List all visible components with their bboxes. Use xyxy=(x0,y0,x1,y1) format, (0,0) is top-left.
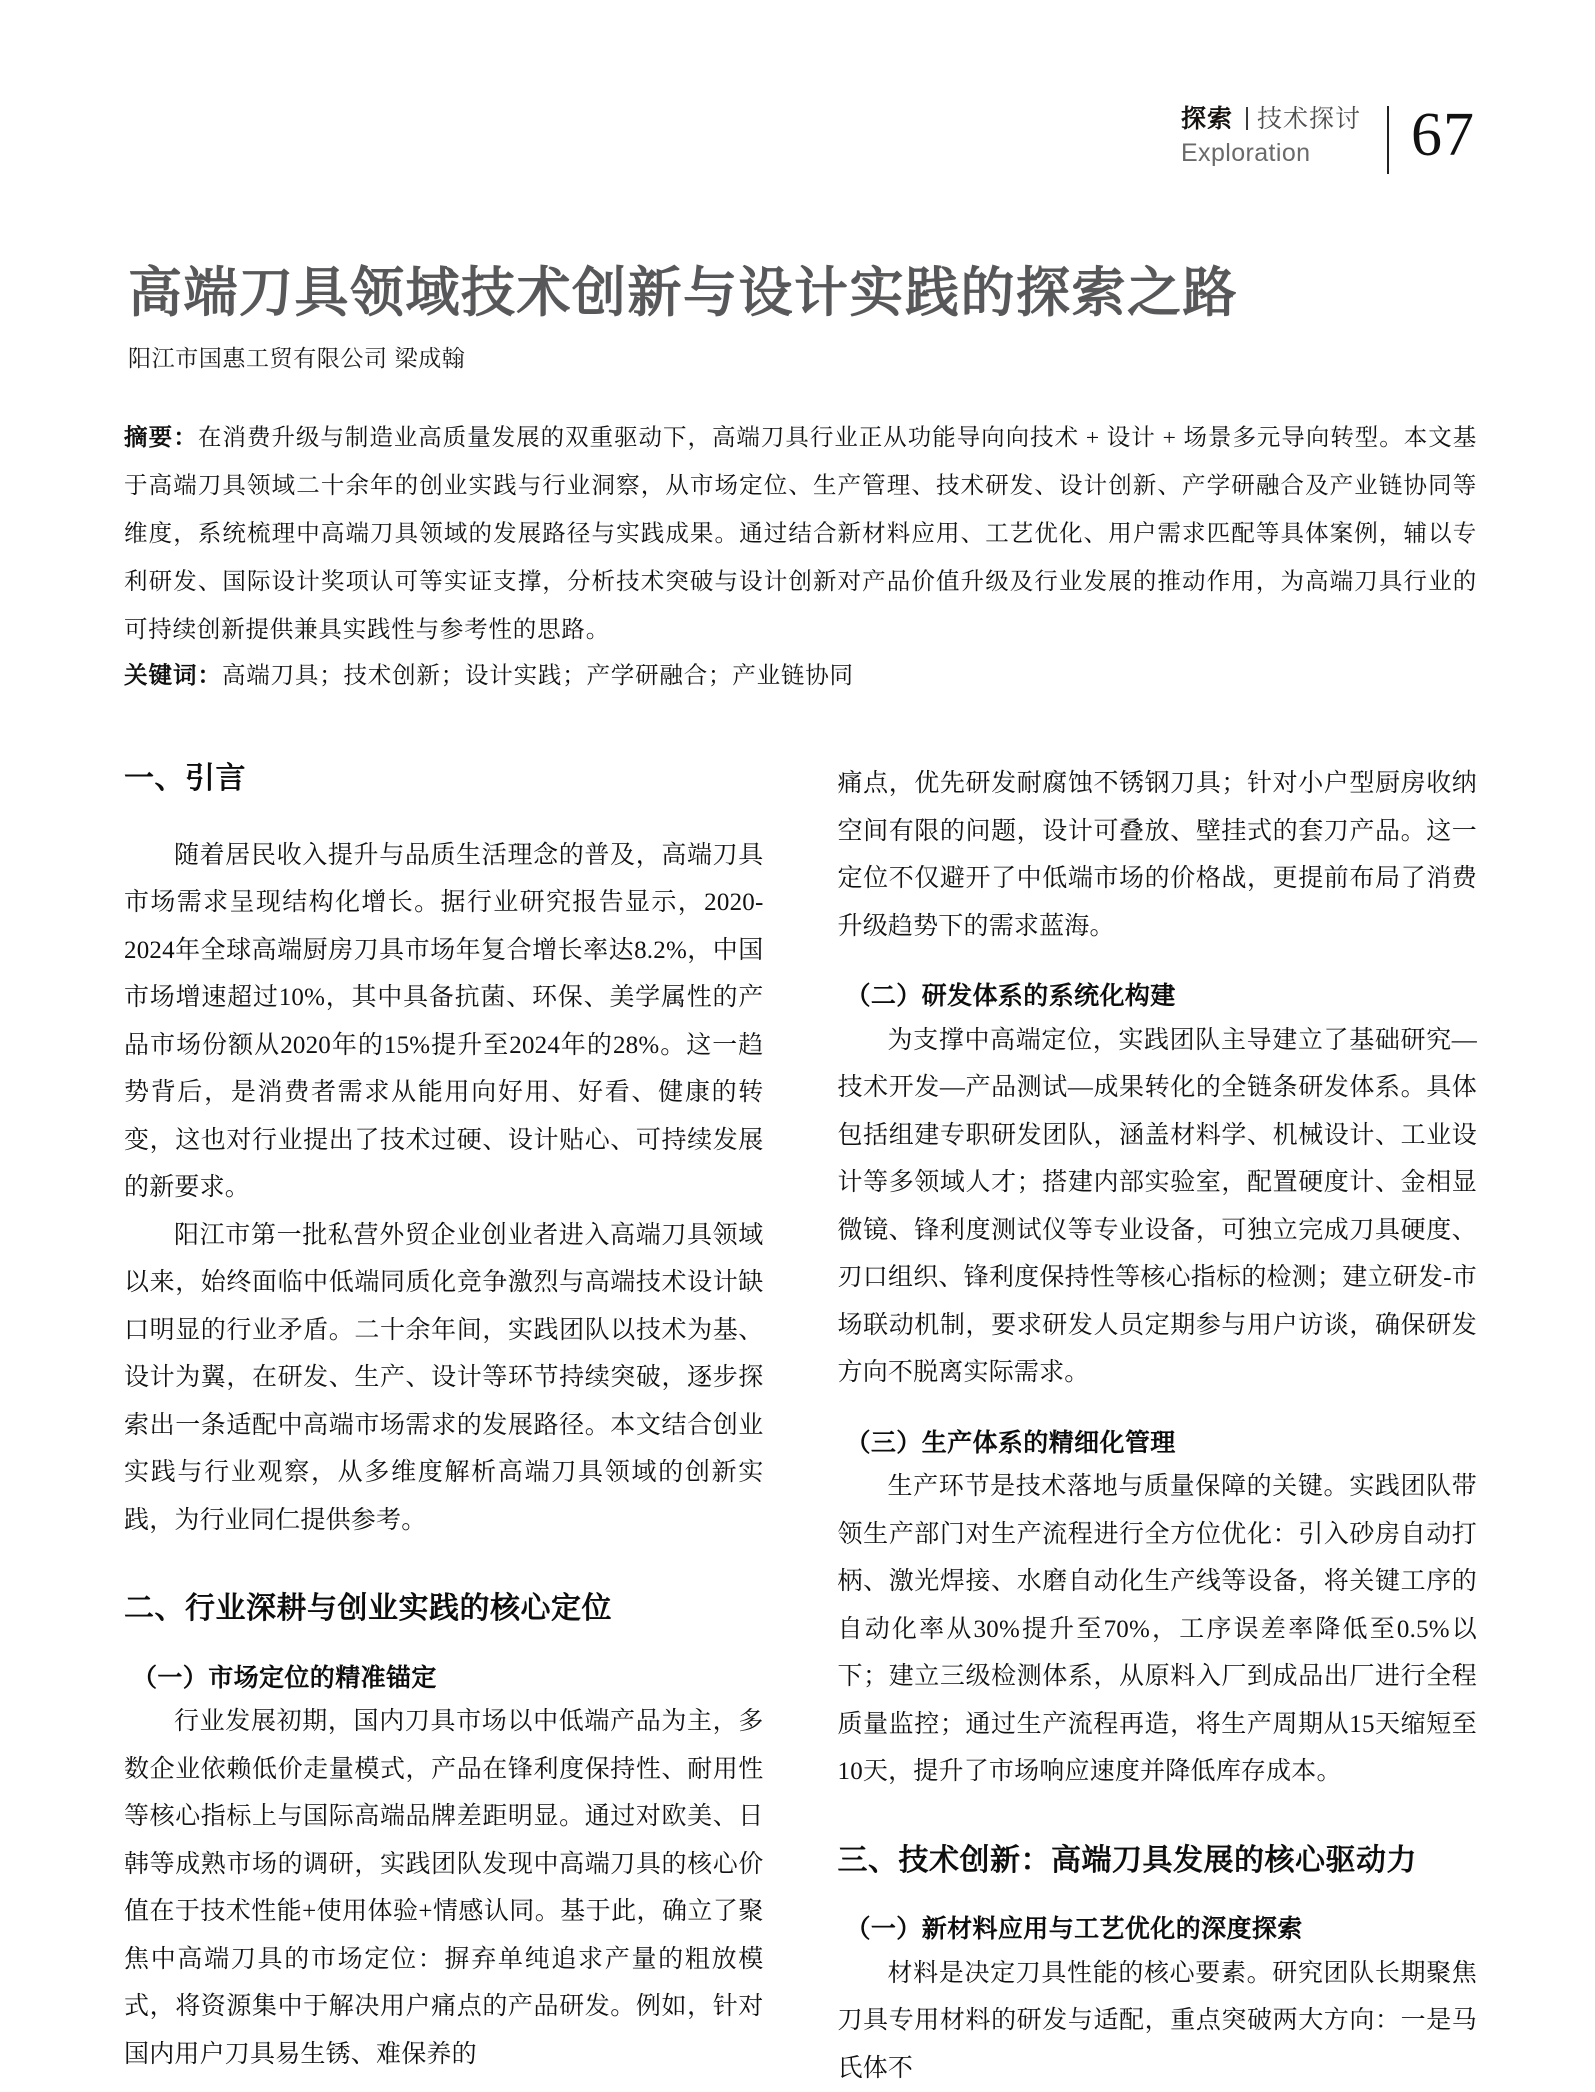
right-column xyxy=(838,760,1478,2026)
left-column xyxy=(124,760,764,2026)
page-title: 高端刀具领域技术创新与设计实践的探索之路 xyxy=(128,264,1475,323)
running-head-divider-icon xyxy=(1246,107,1248,130)
author-affiliation: 阳江市国惠工贸有限公司 梁成翰 xyxy=(128,340,465,373)
paragraph: 为支撑中高端定位，实践团队主导建立了基础研究—技术开发—产品测试—成果转化的全链条研发体系。具体包括组建专职研发团队，涵盖材料学、机械设计、工业设计等多领域人才；搭建内部实验室，配置硬度计、金相显微镜、锋利度测试仪等专业设备，可独立完成刀具硬度、刃口组织、锋利度保持性等核心指标的检测；建立研发-市场联动机制，要求研发人员定期参与用户访谈，确保研发方向不脱离实际需求。 xyxy=(838,1017,1478,1397)
abstract-block xyxy=(124,414,1477,654)
running-head-category-cn xyxy=(1181,104,1361,135)
abstract-text: 在消费升级与制造业高质量发展的双重驱动下，高端刀具行业正从功能导向向技术 + 设计 + 场景多元导向转型。本文基于高端刀具领域二十余年的创业实践与行业洞察，从市场定位、生产管理、技术研发、设计创新、产学研融合及产业链协同等维度，系统梳理中高端刀具领域的发展路径与实践成果。通过结合新材料应用、工艺优化、用户需求匹配等具体案例，辅以专利研发、国际设计奖项认可等实证支撑，分析技术突破与设计创新对产品价值升级及行业发展的推动作用，为高端刀具行业的可持续创新提供兼具实践性与参考性的思路。 xyxy=(124,425,1477,643)
keywords-label: 关键词： xyxy=(124,663,222,689)
subsection-heading-2-2: （二）研发体系的系统化构建 xyxy=(846,980,1478,1013)
running-head-subcategory-label: 技术探讨 xyxy=(1257,105,1361,135)
paragraph: 行业发展初期，国内刀具市场以中低端产品为主，多数企业依赖低价走量模式，产品在锋利度保持性、耐用性等核心指标上与国际高端品牌差距明显。通过对欧美、日韩等成熟市场的调研，实践团队发现中高端刀具的核心价值在于技术性能+使用体验+情感认同。基于此，确立了聚焦中高端刀具的市场定位：摒弃单纯追求产量的粗放模式，将资源集中于解决用户痛点的产品研发。例如，针对国内用户刀具易生锈、难保养的 xyxy=(124,1698,764,2078)
keywords-text: 高端刀具；技术创新；设计实践；产学研融合；产业链协同 xyxy=(222,663,854,689)
running-head xyxy=(1181,104,1475,182)
running-head-labels xyxy=(1181,104,1387,168)
keywords-block xyxy=(124,652,1477,700)
paragraph: 随着居民收入提升与品质生活理念的普及，高端刀具市场需求呈现结构化增长。据行业研究报告显示，2020-2024年全球高端厨房刀具市场年复合增长率达8.2%，中国市场增速超过10%，其中具备抗菌、环保、美学属性的产品市场份额从2020年的15%提升至2024年的28%。这一趋势背后，是消费者需求从能用向好用、好看、健康的转变，这也对行业提出了技术过硬、设计贴心、可持续发展的新要求。 xyxy=(124,832,764,1212)
subsection-heading-2-3: （三）生产体系的精细化管理 xyxy=(846,1427,1478,1460)
section-heading-2: 二、行业深耕与创业实践的核心定位 xyxy=(124,1590,764,1628)
abstract-label: 摘要： xyxy=(124,425,198,451)
paragraph: 生产环节是技术落地与质量保障的关键。实践团队带领生产部门对生产流程进行全方位优化：引入砂房自动打柄、激光焊接、水磨自动化生产线等设备，将关键工序的自动化率从30%提升至70%，工序误差率降低至0.5%以下；建立三级检测体系，从原料入厂到成品出厂进行全程质量监控；通过生产流程再造，将生产周期从15天缩短至10天，提升了市场响应速度并降低库存成本。 xyxy=(838,1463,1478,1796)
running-head-category-en: Exploration xyxy=(1181,139,1310,169)
paragraph: 材料是决定刀具性能的核心要素。研究团队长期聚焦刀具专用材料的研发与适配，重点突破两大方向：一是马氏体不 xyxy=(838,1950,1478,2092)
paragraph-continued: 痛点，优先研发耐腐蚀不锈钢刀具；针对小户型厨房收纳空间有限的问题，设计可叠放、壁挂式的套刀产品。这一定位不仅避开了中低端市场的价格战，更提前布局了消费升级趋势下的需求蓝海。 xyxy=(838,760,1478,950)
paragraph: 阳江市第一批私营外贸企业创业者进入高端刀具领域以来，始终面临中低端同质化竞争激烈与高端技术设计缺口明显的行业矛盾。二十余年间，实践团队以技术为基、设计为翼，在研发、生产、设计等环节持续突破，逐步探索出一条适配中高端市场需求的发展路径。本文结合创业实践与行业观察，从多维度解析高端刀具领域的创新实践，为行业同仁提供参考。 xyxy=(124,1212,764,1545)
page-number: 67 xyxy=(1389,104,1475,166)
body-columns xyxy=(124,760,1477,2026)
section-heading-1: 一、引言 xyxy=(124,760,764,798)
subsection-heading-3-1: （一）新材料应用与工艺优化的深度探索 xyxy=(846,1913,1478,1946)
running-head-category-label: 探索 xyxy=(1181,105,1233,135)
subsection-heading-1-1: （一）市场定位的精准锚定 xyxy=(132,1662,764,1695)
section-heading-3: 三、技术创新：高端刀具发展的核心驱动力 xyxy=(838,1842,1478,1880)
